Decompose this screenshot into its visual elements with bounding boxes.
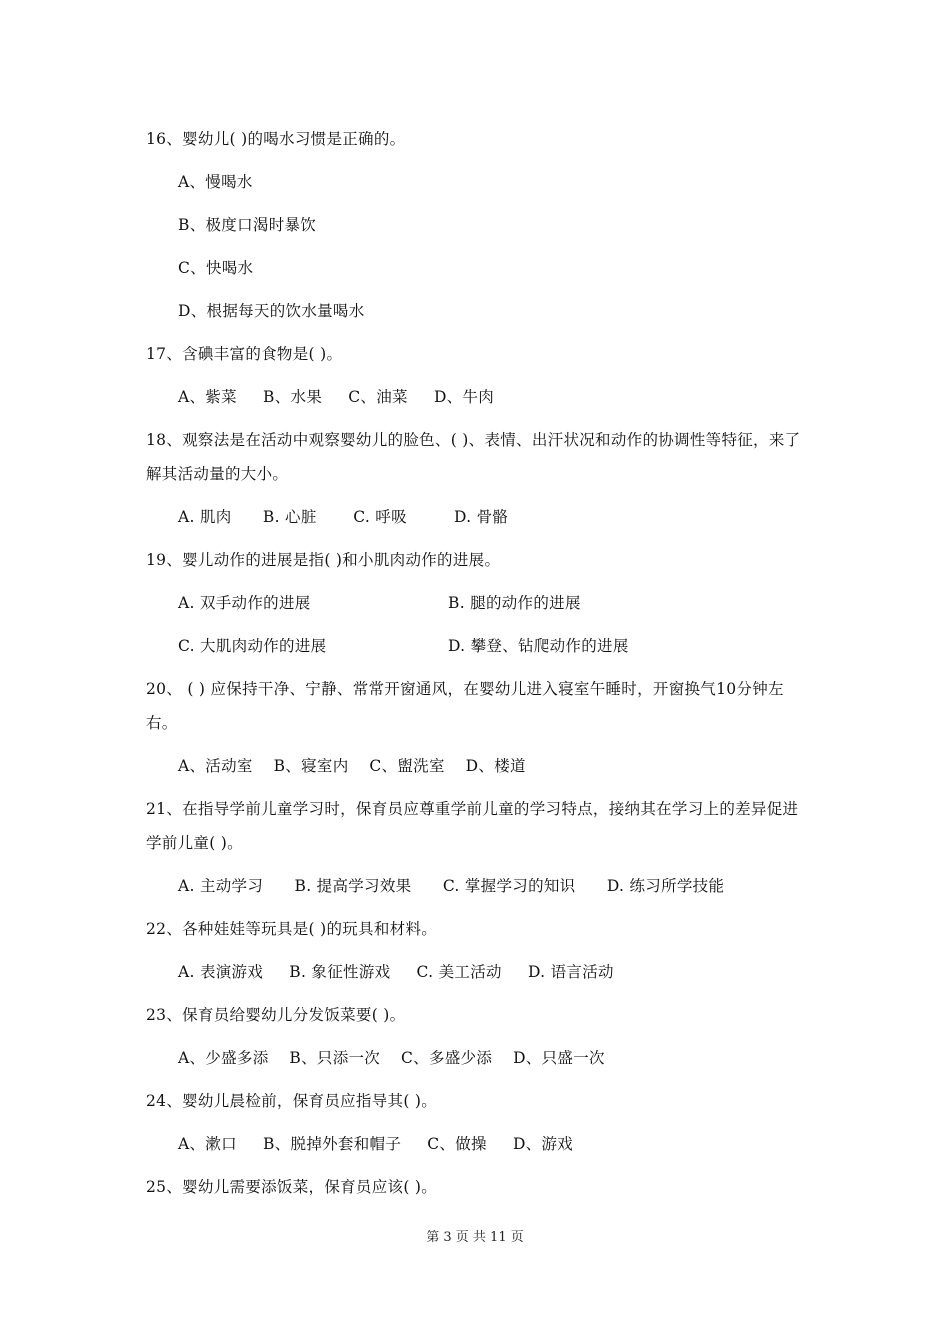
question-22 <box>146 912 814 989</box>
question-list <box>146 122 814 1204</box>
question-23 <box>146 998 814 1075</box>
question-text: 16、婴幼儿( )的喝水习惯是正确的。 <box>146 130 406 148</box>
question-text: 24、婴幼儿晨检前，保育员应指导其( )。 <box>146 1092 438 1110</box>
options-line: A、活动室 B、寝室内 C、盥洗室 D、楼道 <box>178 757 526 775</box>
options-line: A、漱口 B、脱掉外套和帽子 C、做操 D、游戏 <box>178 1135 574 1153</box>
options-row <box>178 629 814 663</box>
options-line: A. 肌肉 B. 心脏 C. 呼吸 D. 骨骼 <box>178 508 509 526</box>
question-text: 20、 ( ) 应保持干净、宁静、常常开窗通风，在婴幼儿进入寝室午睡时，开窗换气10分钟左右。 <box>146 680 784 732</box>
option-a: A、慢喝水 <box>178 173 253 191</box>
option-c: C. 大肌肉动作的进展 <box>178 637 327 655</box>
option-d: D. 攀登、钻爬动作的进展 <box>448 637 629 655</box>
question-19 <box>146 543 814 663</box>
question-24 <box>146 1084 814 1161</box>
question-text: 22、各种娃娃等玩具是( )的玩具和材料。 <box>146 920 438 938</box>
options-line: A. 表演游戏 B. 象征性游戏 C. 美工活动 D. 语言活动 <box>178 963 614 981</box>
question-text: 18、观察法是在活动中观察婴幼儿的脸色、( )、表情、出汗状况和动作的协调性等特征，来了解其活动量的大小。 <box>146 431 801 483</box>
options-line: A、紫菜 B、水果 C、油菜 D、牛肉 <box>178 388 495 406</box>
question-text: 19、婴儿动作的进展是指( )和小肌肉动作的进展。 <box>146 551 501 569</box>
options-line: A、少盛多添 B、只添一次 C、多盛少添 D、只盛一次 <box>178 1049 605 1067</box>
question-25 <box>146 1170 814 1204</box>
option-b: B、极度口渴时暴饮 <box>178 216 317 234</box>
question-21 <box>146 792 814 903</box>
question-20 <box>146 672 814 783</box>
question-17 <box>146 337 814 414</box>
question-18 <box>146 423 814 534</box>
options-row <box>178 586 814 620</box>
option-c: C、快喝水 <box>178 259 254 277</box>
option-a: A. 双手动作的进展 <box>178 594 311 612</box>
question-text: 25、婴幼儿需要添饭菜，保育员应该( )。 <box>146 1178 438 1196</box>
option-d: D、根据每天的饮水量喝水 <box>178 302 365 320</box>
option-b: B. 腿的动作的进展 <box>448 594 581 612</box>
question-16 <box>146 122 814 328</box>
options-line: A. 主动学习 B. 提高学习效果 C. 掌握学习的知识 D. 练习所学技能 <box>178 877 725 895</box>
question-text: 21、在指导学前儿童学习时，保育员应尊重学前儿童的学习特点，接纳其在学习上的差异促进学前儿童( )。 <box>146 800 799 852</box>
question-text: 23、保育员给婴幼儿分发饭菜要( )。 <box>146 1006 406 1024</box>
question-text: 17、含碘丰富的食物是( )。 <box>146 345 343 363</box>
page-footer: 第 3 页 共 11 页 <box>426 1230 524 1245</box>
